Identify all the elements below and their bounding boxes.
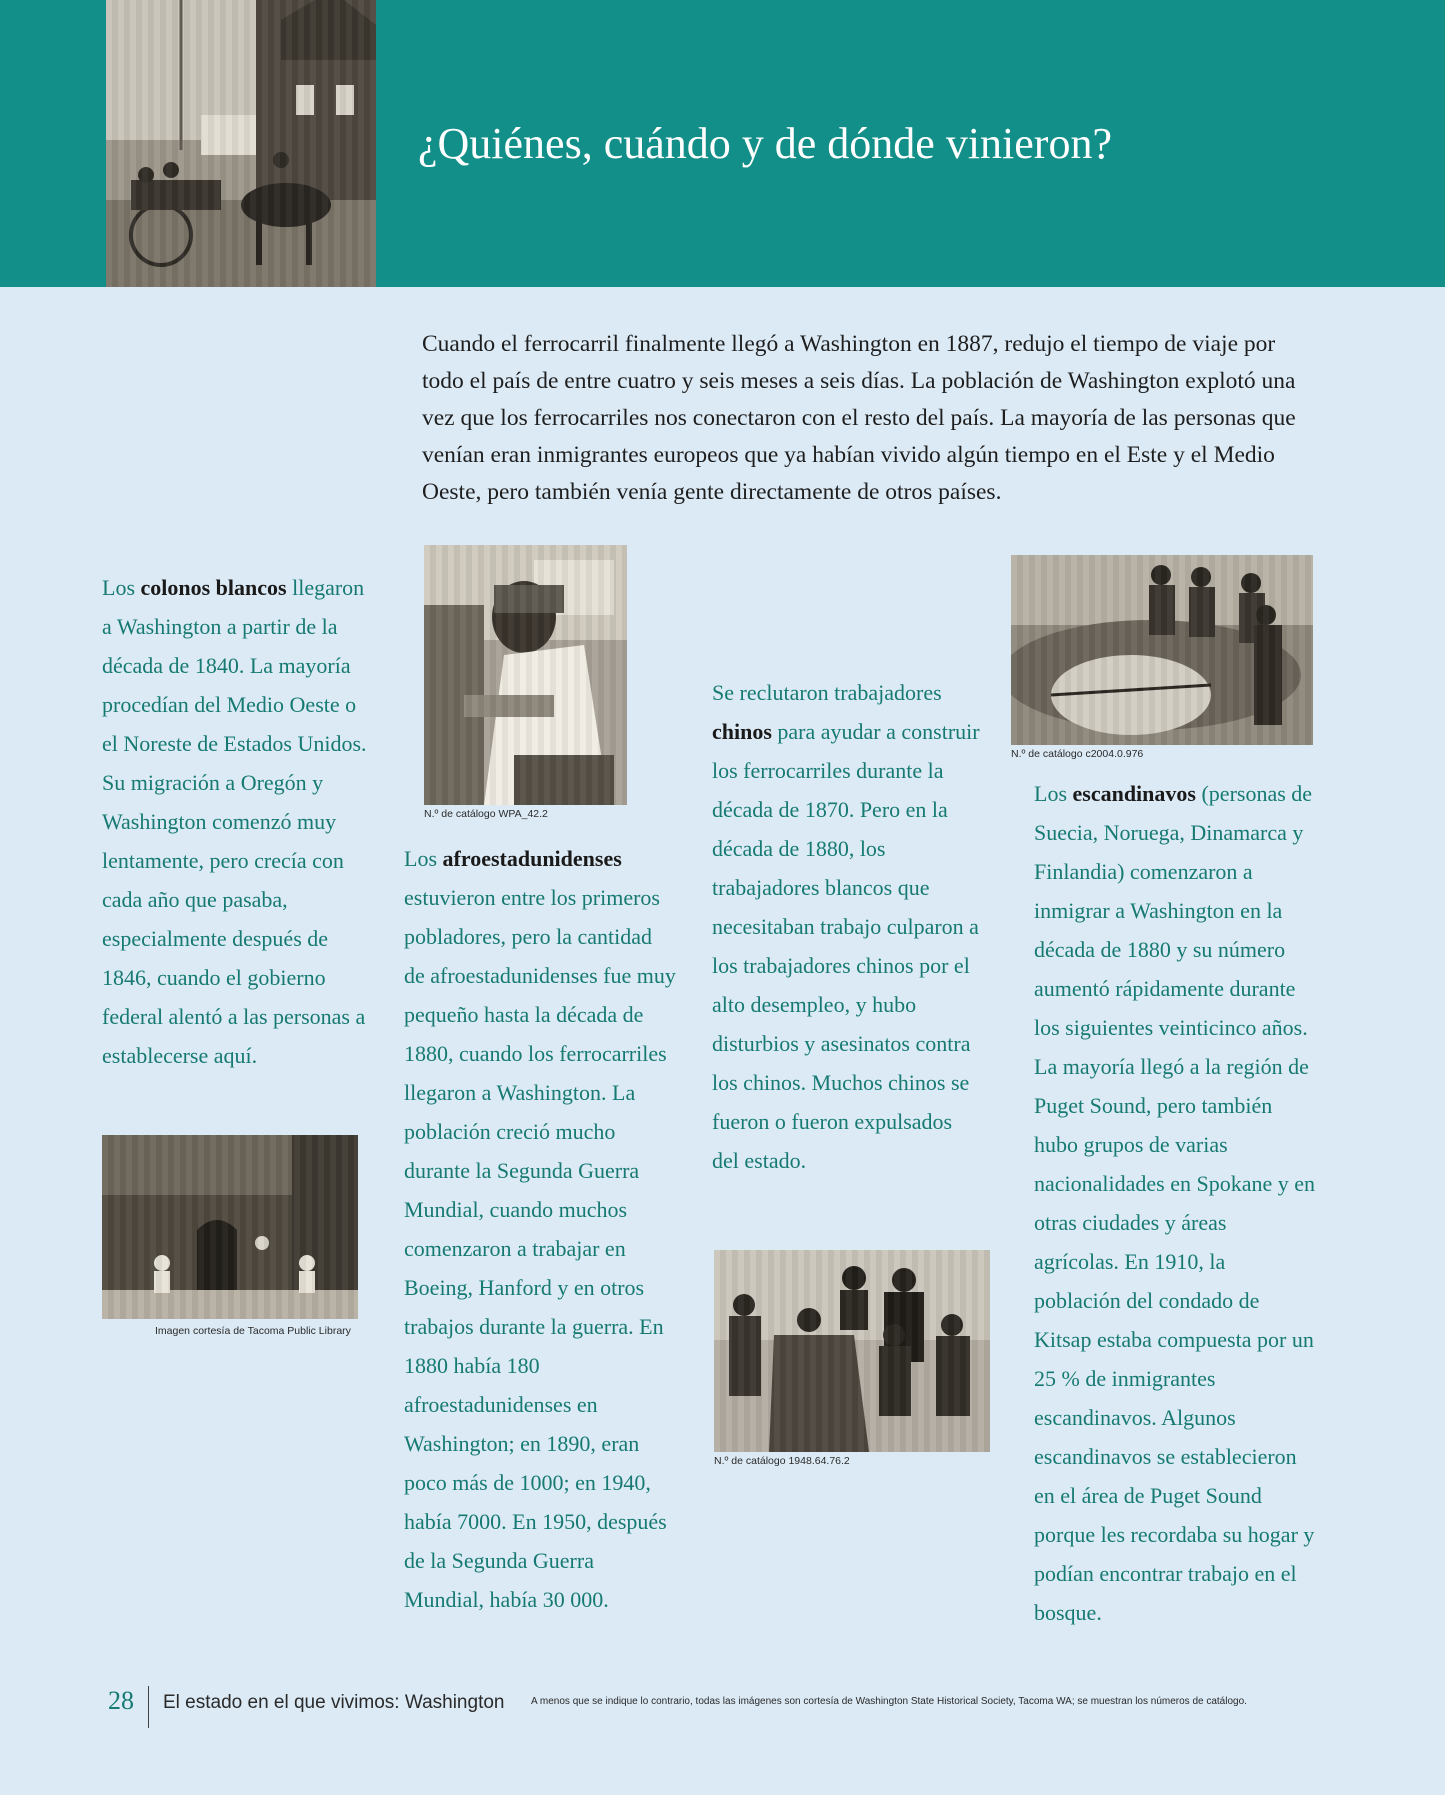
welder-photo-caption: N.º de catálogo WPA_42.2: [424, 808, 548, 820]
chinese-term: chinos: [712, 719, 772, 744]
scandinavians-lead: Los: [1034, 781, 1073, 806]
footer-divider: [148, 1686, 149, 1728]
scandinavians-text: [1034, 774, 1316, 1632]
scandinavians-term: escandinavos: [1072, 781, 1196, 806]
chinese-lead: Se reclutaron trabajadores: [712, 680, 942, 705]
white-settlers-term: colonos blancos: [140, 575, 287, 600]
library-photo: [102, 1135, 358, 1319]
welder-photo: [424, 545, 627, 805]
library-photo-caption: Imagen cortesía de Tacoma Public Library: [155, 1325, 351, 1337]
wagon-photo: [106, 0, 376, 287]
family-photo-caption: N.º de catálogo 1948.64.76.2: [714, 1455, 850, 1467]
african-americans-text: [404, 839, 676, 1619]
page-title: ¿Quiénes, cuándo y de dónde vinieron?: [418, 119, 1112, 168]
family-photo: [714, 1250, 990, 1452]
scandinavians-body: (personas de Suecia, Noruega, Dinamarca y Finlandia) comenzaron a inmigrar a Washington en la década de 1880 y su número aumentó rápidamente durante los siguientes veinticinco años. La mayoría llegó a la región de Puget Sound, pero también hubo grupos de varias nacionalidades en Spokane y en otras ciudades y áreas agrícolas. En 1910, la población del condado de Kitsap estaba compuesta por un 25 % de inmigrantes escandinavos. Algunos escandinavos se establecieron en el área de Puget Sound porque les recordaba su hogar y podían encontrar trabajo en el bosque.: [1034, 781, 1316, 1625]
white-settlers-text: [102, 568, 370, 1075]
african-americans-term: afroestadunidenses: [442, 846, 622, 871]
chinese-body: para ayudar a construir los ferrocarriles durante la década de 1870. Pero en la década de 1880, los trabajadores blancos que necesitaban trabajo culparon a los trabajadores chinos por el alto desempleo, y hubo disturbios y asesinatos contra los chinos. Muchos chinos se fueron o fueron expulsados del estado.: [712, 719, 980, 1173]
white-settlers-lead: Los: [102, 575, 141, 600]
image-credit-note: A menos que se indique lo contrario, todas las imágenes son cortesía de Washington State Historical Society, Tacoma WA; se muestran los números de catálogo.: [531, 1696, 1247, 1707]
loggers-photo: [1011, 555, 1313, 745]
loggers-photo-caption: N.º de catálogo c2004.0.976: [1011, 748, 1144, 760]
african-americans-body: estuvieron entre los primeros pobladores, pero la cantidad de afroestadunidenses fue muy pequeño hasta la década de 1880, cuando los ferrocarriles llegaron a Washington. La población creció mucho durante la Segunda Guerra Mundial, cuando muchos comenzaron a trabajar en Boeing, Hanford y en otros trabajos durante la guerra. En 1880 había 180 afroestadunidenses en Washington; en 1890, eran poco más de 1000; en 1940, había 7000. En 1950, después de la Segunda Guerra Mundial, había 30 000.: [404, 885, 676, 1612]
african-americans-lead: Los: [404, 846, 443, 871]
page-number: 28: [108, 1686, 134, 1715]
white-settlers-body: llegaron a Washington a partir de la década de 1840. La mayoría procedían del Medio Oeste o el Noreste de Estados Unidos. Su migración a Oregón y Washington comenzó muy lentamente, pero crecía con cada año que pasaba, especialmente después de 1846, cuando el gobierno federal alentó a las personas a establecerse aquí.: [102, 575, 367, 1068]
intro-paragraph: Cuando el ferrocarril finalmente llegó a Washington en 1887, redujo el tiempo de viaje por todo el país de entre cuatro y seis meses a seis días. La población de Washington explotó una vez que los ferrocarriles nos conectaron con el resto del país. La mayoría de las personas que venían eran inmigrantes europeos que ya habían vivido algún tiempo en el Este y el Medio Oeste, pero también venía gente directamente de otros países.: [422, 331, 1296, 505]
chinese-text: [712, 673, 984, 1180]
book-title: El estado en el que vivimos: Washington: [163, 1692, 505, 1713]
